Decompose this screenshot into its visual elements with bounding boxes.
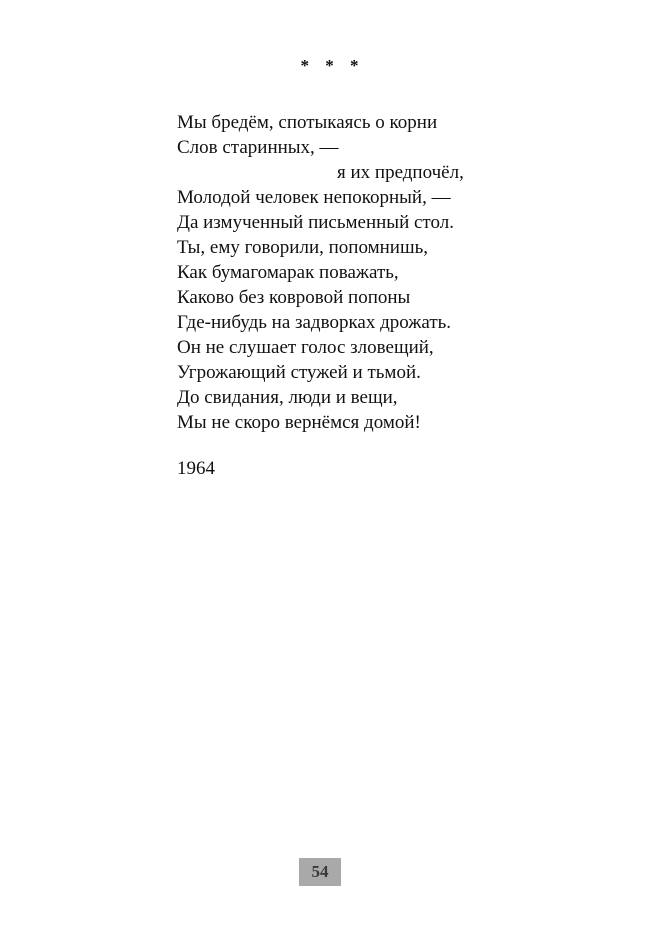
page-number: 54 <box>299 858 341 886</box>
poem-line: я их предпочёл, <box>337 162 464 183</box>
poem-line: Мы не скоро вернёмся домой! <box>177 412 421 433</box>
poem-year: 1964 <box>177 458 215 479</box>
section-separator: * * * <box>300 56 365 75</box>
poem-line: Слов старинных, — <box>177 137 339 158</box>
poem-line: Где-нибудь на задворках дрожать. <box>177 312 452 333</box>
poem-line: Ты, ему говорили, попомнишь, <box>177 237 428 258</box>
poem-line: Он не слушает голос зловещий, <box>177 337 434 358</box>
poem-line: Каково без ковровой попоны <box>177 287 411 308</box>
poem-text <box>177 110 497 435</box>
poem-line: Молодой человек непокорный, — <box>177 187 451 208</box>
poem-line: Угрожающий стужей и тьмой. <box>177 362 421 383</box>
poem-line: Как бумагомарак поважать, <box>177 262 399 283</box>
poem-line: До свидания, люди и вещи, <box>177 387 398 408</box>
poem-line: Да измученный письменный стол. <box>177 212 454 233</box>
poem-line: Мы бредём, спотыкаясь о корни <box>177 112 438 133</box>
